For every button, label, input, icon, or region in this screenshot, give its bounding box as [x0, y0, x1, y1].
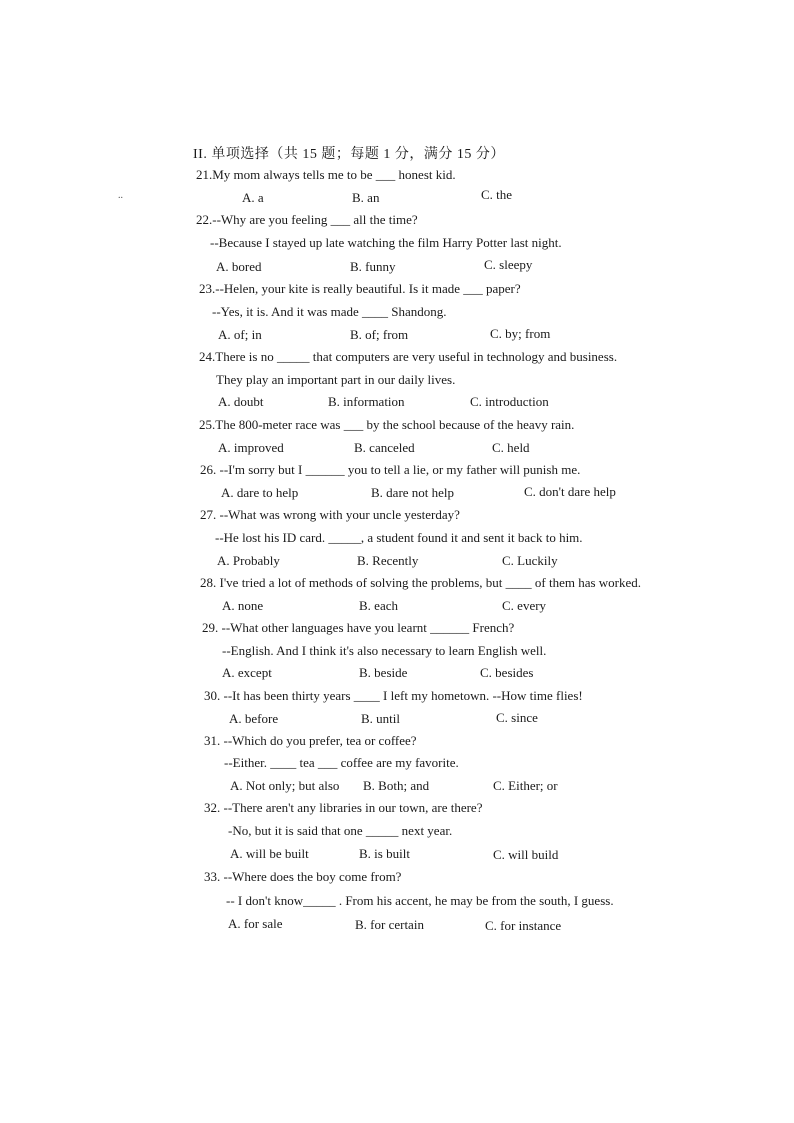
question-24-option-c: C. introduction	[470, 394, 549, 409]
question-29-line-2: --English. And I think it's also necessary to learn English well.	[222, 643, 547, 658]
question-33-option-b: B. for certain	[355, 917, 424, 932]
question-28-option-c: C. every	[502, 598, 547, 613]
question-32-stem: 32. --There aren't any libraries in our town, are there?	[204, 800, 483, 815]
question-32-option-c: C. will build	[493, 847, 559, 862]
question-29-option-b: B. beside	[359, 665, 408, 680]
question-27-line-2: --He lost his ID card. _____, a student found it and sent it back to him.	[215, 530, 583, 545]
question-31-option-c: C. Either; or	[493, 778, 558, 793]
question-28-option-a: A. none	[222, 598, 264, 613]
question-22-option-b: B. funny	[350, 259, 396, 274]
stray-mark: ..	[118, 190, 123, 201]
question-33-stem: 33. --Where does the boy come from?	[204, 869, 402, 884]
question-30-option-a: A. before	[229, 711, 279, 726]
question-23-option-c: C. by; from	[490, 326, 551, 341]
question-22-option-a: A. bored	[216, 259, 262, 274]
question-21-option-b: B. an	[352, 190, 380, 205]
question-33-option-a: A. for sale	[228, 916, 283, 931]
question-25-option-a: A. improved	[218, 440, 284, 455]
question-27-stem: 27. --What was wrong with your uncle yesterday?	[200, 507, 460, 522]
question-26-option-b: B. dare not help	[371, 485, 455, 500]
question-22-stem: 22.--Why are you feeling ___ all the time?	[196, 212, 418, 227]
question-27-option-c: C. Luckily	[502, 553, 558, 568]
question-26-option-c: C. don't dare help	[524, 484, 616, 499]
section-title: II. 单项选择（共 15 题；每题 1 分，满分 15 分）	[193, 147, 505, 162]
question-24-option-b: B. information	[328, 394, 405, 409]
question-31-option-b: B. Both; and	[363, 778, 430, 793]
question-23-option-a: A. of; in	[218, 327, 262, 342]
question-32-line-2: -No, but it is said that one _____ next year.	[228, 823, 453, 838]
question-31-option-a: A. Not only; but also	[230, 778, 340, 793]
question-29-stem: 29. --What other languages have you learnt ______ French?	[202, 620, 515, 635]
question-33-line-2: -- I don't know_____ . From his accent, he may be from the south, I guess.	[226, 893, 614, 908]
question-28-stem: 28. I've tried a lot of methods of solving the problems, but ____ of them has worked.	[200, 575, 642, 590]
question-21-option-c: C. the	[481, 187, 513, 202]
question-23-option-b: B. of; from	[350, 327, 409, 342]
question-26-option-a: A. dare to help	[221, 485, 299, 500]
question-27-option-a: A. Probably	[217, 553, 280, 568]
question-31-stem: 31. --Which do you prefer, tea or coffee?	[204, 733, 417, 748]
question-32-option-a: A. will be built	[230, 846, 309, 861]
question-30-stem: 30. --It has been thirty years ____ I left my hometown. --How time flies!	[204, 688, 583, 703]
question-30-option-c: C. since	[496, 710, 538, 725]
question-32-option-b: B. is built	[359, 846, 410, 861]
question-24-option-a: A. doubt	[218, 394, 264, 409]
question-22-option-c: C. sleepy	[484, 257, 533, 272]
question-29-option-c: C. besides	[480, 665, 534, 680]
question-25-stem: 25.The 800-meter race was ___ by the school because of the heavy rain.	[199, 417, 575, 432]
question-29-option-a: A. except	[222, 665, 272, 680]
question-25-option-c: C. held	[492, 440, 530, 455]
question-24-stem: 24.There is no _____ that computers are very useful in technology and business.	[199, 349, 618, 364]
question-23-stem: 23.--Helen, your kite is really beautiful. Is it made ___ paper?	[199, 281, 521, 296]
question-24-line-2: They play an important part in our daily lives.	[216, 372, 456, 387]
question-26-stem: 26. --I'm sorry but I ______ you to tell a lie, or my father will punish me.	[200, 462, 581, 477]
question-22-line-2: --Because I stayed up late watching the film Harry Potter last night.	[210, 235, 562, 250]
question-33-option-c: C. for instance	[485, 918, 562, 933]
question-25-option-b: B. canceled	[354, 440, 415, 455]
question-21-option-a: A. a	[242, 190, 264, 205]
question-30-option-b: B. until	[361, 711, 401, 726]
question-23-line-2: --Yes, it is. And it was made ____ Shandong.	[212, 304, 447, 319]
question-27-option-b: B. Recently	[357, 553, 419, 568]
question-31-line-2: --Either. ____ tea ___ coffee are my favorite.	[224, 755, 459, 770]
question-21-stem: 21.My mom always tells me to be ___ honest kid.	[196, 167, 456, 182]
question-28-option-b: B. each	[359, 598, 398, 613]
